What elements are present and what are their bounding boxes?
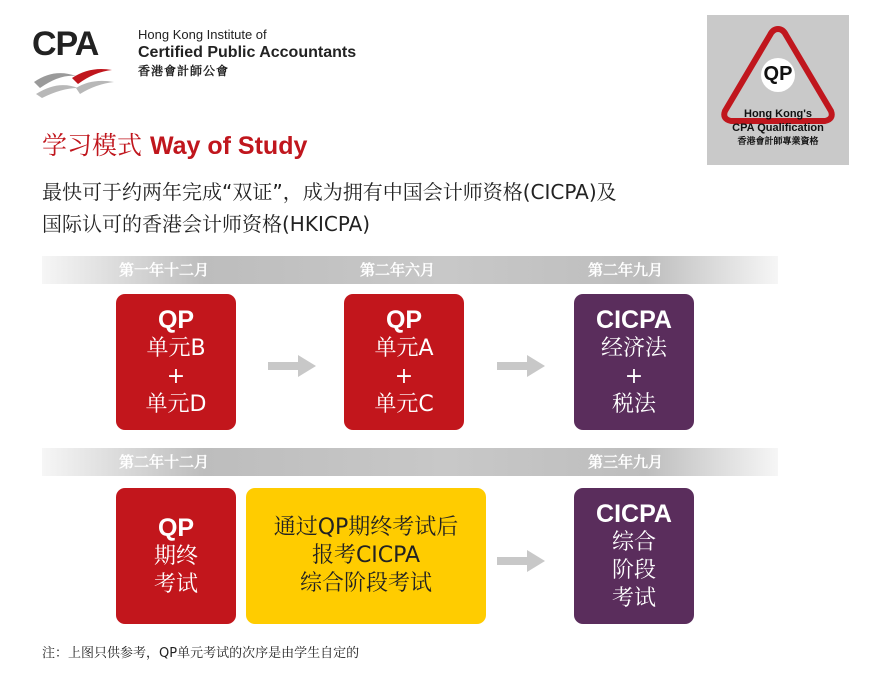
box-head: CICPA — [596, 306, 672, 334]
hkicpa-logo — [32, 26, 116, 98]
qp-final-exam-box — [116, 488, 236, 624]
box-line: 阶段 — [611, 558, 656, 583]
org-name-line2: Certified Public Accountants — [138, 44, 357, 61]
org-name — [138, 27, 356, 79]
register-cicpa-box — [246, 488, 486, 624]
qp-module-a-c-box — [344, 294, 464, 430]
arrow-right-icon — [497, 355, 545, 377]
page-title-cn: 学习模式 — [42, 131, 143, 160]
band-label-year2-sep: 第二年九月 — [588, 261, 664, 279]
box-line: 单元D — [145, 392, 207, 417]
cicpa-law-tax-box — [574, 294, 694, 430]
subtitle-line1: 最快可于约两年完成“双证”，成为拥有中国会计师资格(CICPA)及 — [42, 180, 617, 204]
cicpa-comprehensive-box — [574, 488, 694, 624]
box-line: 综合阶段考试 — [299, 571, 432, 596]
footnote: 注：上图只供参考，QP单元考试的次序是由学生自定的 — [42, 646, 360, 661]
band-label-year3-sep: 第三年九月 — [588, 453, 664, 471]
page-title-en: Way of Study — [149, 132, 308, 160]
qp-badge-mark: QP — [763, 63, 793, 85]
arrow-right-icon — [497, 550, 545, 572]
box-head: QP — [157, 514, 195, 542]
band-label-year2-dec: 第二年十二月 — [119, 453, 210, 471]
box-head: QP — [385, 306, 423, 334]
org-name-line3: 香港會計師公會 — [138, 64, 230, 78]
box-line: + — [394, 364, 414, 389]
qp-module-b-d-box — [116, 294, 236, 430]
box-line: 报考CICPA — [311, 543, 421, 568]
qp-badge-line3: 香港會計師專業資格 — [737, 137, 819, 147]
box-line: + — [166, 364, 186, 389]
box-line: 通过QP期终考试后 — [273, 515, 459, 540]
org-name-line1: Hong Kong Institute of — [138, 27, 267, 42]
box-line: 单元C — [374, 392, 434, 417]
arrow-right-icon — [268, 355, 316, 377]
box-line: 经济法 — [600, 336, 667, 361]
band-label-year2-jun: 第二年六月 — [360, 261, 436, 279]
box-head: CICPA — [596, 500, 672, 528]
box-line: 单元B — [146, 336, 206, 361]
qp-badge — [707, 15, 849, 165]
band-label-year1-dec: 第一年十二月 — [119, 261, 210, 279]
box-head: QP — [157, 306, 195, 334]
box-line: 单元A — [374, 336, 434, 361]
box-line: 考试 — [153, 572, 198, 597]
qp-badge-line2: CPA Qualification — [732, 122, 824, 134]
box-line: 期终 — [153, 544, 198, 569]
box-line: 考试 — [611, 586, 656, 611]
qp-badge-line1: Hong Kong's — [744, 108, 812, 120]
box-line: + — [624, 364, 644, 389]
box-line: 综合 — [611, 530, 656, 555]
subtitle-line2: 国际认可的香港会计师资格(HKICPA) — [42, 212, 371, 236]
box-line: 税法 — [611, 392, 656, 417]
logo-letters: CPA — [32, 25, 99, 63]
logo-swoosh-icon — [32, 60, 116, 100]
page-subtitle — [42, 176, 822, 240]
page-title — [42, 130, 307, 162]
